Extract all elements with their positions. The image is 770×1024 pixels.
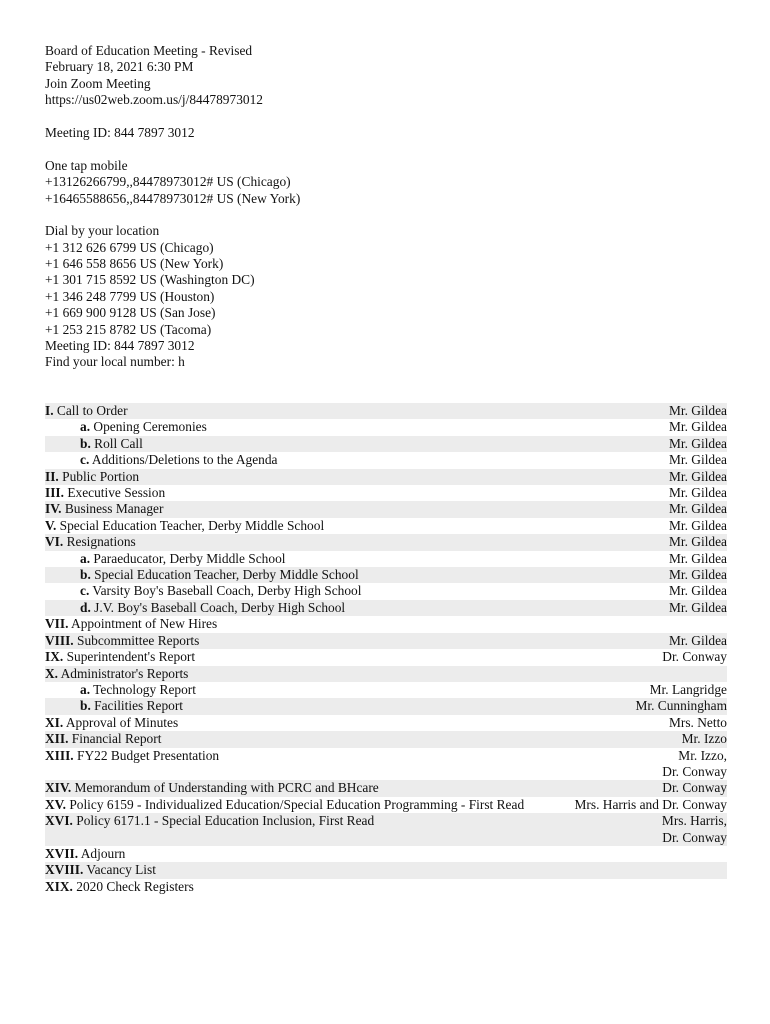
agenda-number: XIV.	[45, 780, 72, 796]
dial-label: Dial by your location	[45, 223, 160, 239]
agenda-item: Subcommittee Reports	[73, 632, 200, 648]
agenda-row	[45, 485, 727, 501]
agenda-item: Financial Report	[68, 731, 162, 747]
agenda-number: XI.	[45, 714, 64, 730]
one-tap-number[interactable]: +13126266799,,84478973012# US (Chicago)	[45, 174, 291, 190]
agenda-presenter	[647, 748, 727, 781]
agenda-row	[45, 567, 727, 583]
agenda-item: 2020 Check Registers	[72, 878, 194, 894]
local-number-link[interactable]: Find your local number: h	[45, 354, 185, 370]
agenda-number: XV.	[45, 796, 66, 812]
agenda-number: XVI.	[45, 813, 73, 829]
agenda-number: c.	[80, 583, 90, 599]
agenda-item: Varsity Boy's Baseball Coach, Derby High School	[89, 583, 362, 599]
agenda-row	[45, 731, 727, 747]
agenda-number: I.	[45, 403, 54, 418]
agenda-presenter: Mr. Gildea	[668, 419, 727, 435]
agenda-presenter: Mr. Gildea	[668, 501, 727, 517]
agenda-item: Appointment of New Hires	[68, 616, 218, 632]
agenda-number: a.	[80, 419, 91, 435]
agenda-row	[45, 698, 727, 714]
agenda-row	[45, 666, 727, 682]
agenda-item: Vacancy List	[83, 862, 156, 878]
agenda-item: Resignations	[63, 534, 136, 550]
agenda-presenter: Mrs. Harris and Dr. Conway	[574, 796, 727, 812]
agenda-item: Executive Session	[63, 485, 166, 501]
agenda-number: d.	[80, 599, 91, 615]
agenda-row	[45, 649, 727, 665]
agenda-number: b.	[80, 435, 91, 451]
meeting-header	[45, 43, 725, 371]
agenda-presenter: Mr. Gildea	[668, 550, 727, 566]
one-tap-label: One tap mobile	[45, 157, 128, 173]
meeting-datetime: February 18, 2021 6:30 PM	[45, 59, 194, 75]
meeting-id: Meeting ID: 844 7897 3012	[45, 124, 195, 140]
agenda-number: XII.	[45, 731, 69, 747]
agenda-row	[45, 862, 727, 878]
agenda-item: Opening Ceremonies	[90, 419, 207, 435]
meeting-title: Board of Education Meeting - Revised	[45, 43, 253, 58]
agenda-item: Special Education Teacher, Derby Middle School	[56, 517, 325, 533]
agenda-row	[45, 600, 727, 616]
agenda-item: Paraeducator, Derby Middle School	[90, 550, 286, 566]
agenda-number: IV.	[45, 501, 62, 517]
agenda-presenter	[647, 813, 727, 846]
agenda-presenter: Mr. Gildea	[668, 583, 727, 599]
agenda-number: VI.	[45, 534, 64, 550]
dial-number: +1 253 215 8782 US (Tacoma)	[45, 321, 212, 337]
presenter-line: Mrs. Harris,	[661, 813, 727, 829]
agenda-number: XVII.	[45, 845, 79, 861]
agenda-row	[45, 616, 727, 632]
agenda-row	[45, 583, 727, 599]
agenda-row	[45, 846, 727, 862]
agenda-row	[45, 551, 727, 567]
agenda-row	[45, 419, 727, 435]
agenda-presenter: Mr. Gildea	[668, 468, 727, 484]
agenda-row	[45, 879, 727, 895]
agenda-item: Technology Report	[90, 681, 196, 697]
agenda-number: X.	[45, 665, 59, 681]
agenda-number: b.	[80, 567, 91, 583]
agenda-presenter: Mr. Gildea	[668, 485, 727, 501]
agenda-item: Business Manager	[61, 501, 164, 517]
agenda-number: III.	[45, 485, 64, 501]
agenda-row	[45, 780, 727, 796]
agenda-number: a.	[80, 550, 91, 566]
presenter-line: Mr. Izzo,	[678, 747, 727, 763]
agenda-presenter: Mr. Gildea	[668, 567, 727, 583]
agenda-row	[45, 748, 727, 781]
agenda-row	[45, 797, 727, 813]
agenda-item: Special Education Teacher, Derby Middle School	[90, 567, 359, 583]
agenda-item: Call to Order	[53, 403, 128, 418]
agenda-row	[45, 633, 727, 649]
agenda-number: VIII.	[45, 632, 74, 648]
agenda-presenter: Mr. Izzo	[681, 731, 727, 747]
agenda-item: Superintendent's Report	[63, 649, 196, 665]
agenda-number: b.	[80, 698, 91, 714]
agenda-presenter: Dr. Conway	[662, 780, 727, 796]
meeting-id-repeat: Meeting ID: 844 7897 3012	[45, 338, 195, 354]
spacer	[45, 109, 725, 125]
agenda-presenter: Dr. Conway	[662, 649, 727, 665]
agenda-row	[45, 452, 727, 468]
agenda-number: XIX.	[45, 878, 73, 894]
agenda-row	[45, 469, 727, 485]
agenda-item: FY22 Budget Presentation	[73, 747, 220, 763]
spacer	[45, 141, 725, 157]
agenda-item: Roll Call	[90, 435, 143, 451]
dial-number: +1 301 715 8592 US (Washington DC)	[45, 272, 255, 288]
agenda-row	[45, 534, 727, 550]
agenda-presenter: Mr. Gildea	[668, 435, 727, 451]
agenda-row	[45, 682, 727, 698]
dial-number: +1 312 626 6799 US (Chicago)	[45, 239, 214, 255]
agenda-number: XVIII.	[45, 862, 84, 878]
agenda-number: XIII.	[45, 747, 74, 763]
agenda-presenter: Mr. Gildea	[668, 403, 727, 418]
zoom-link[interactable]: https://us02web.zoom.us/j/84478973012	[45, 92, 263, 108]
agenda-item: Facilities Report	[90, 698, 184, 714]
agenda-presenter: Mr. Gildea	[668, 599, 727, 615]
agenda-row	[45, 813, 727, 846]
agenda-presenter: Mr. Gildea	[668, 632, 727, 648]
spacer	[45, 207, 725, 223]
agenda-item: Additions/Deletions to the Agenda	[89, 452, 278, 468]
agenda-presenter: Mrs. Netto	[668, 714, 727, 730]
agenda-presenter: Mr. Langridge	[649, 681, 727, 697]
join-zoom-label: Join Zoom Meeting	[45, 75, 151, 91]
agenda-row	[45, 715, 727, 731]
agenda-table	[45, 403, 727, 895]
agenda-row	[45, 403, 727, 419]
agenda-number: c.	[80, 452, 90, 468]
agenda-item: Policy 6159 - Individualized Education/Special Education Programming - First Read	[65, 796, 525, 812]
agenda-presenter: Mr. Cunningham	[635, 698, 727, 714]
agenda-item: J.V. Boy's Baseball Coach, Derby High School	[90, 599, 346, 615]
agenda-item: Memorandum of Understanding with PCRC and BHcare	[71, 780, 379, 796]
agenda-number: V.	[45, 517, 57, 533]
agenda-item: Policy 6171.1 - Special Education Inclusion, First Read	[72, 813, 375, 829]
agenda-item: Adjourn	[78, 845, 126, 861]
agenda-presenter: Mr. Gildea	[668, 517, 727, 533]
agenda-number: a.	[80, 681, 91, 697]
presenter-line: Dr. Conway	[662, 829, 727, 845]
dial-number: +1 646 558 8656 US (New York)	[45, 256, 224, 272]
dial-number: +1 669 900 9128 US (San Jose)	[45, 305, 216, 321]
agenda-row	[45, 518, 727, 534]
agenda-item: Public Portion	[58, 468, 140, 484]
agenda-row	[45, 501, 727, 517]
agenda-presenter: Mr. Gildea	[668, 452, 727, 468]
dial-number: +1 346 248 7799 US (Houston)	[45, 288, 215, 304]
one-tap-number[interactable]: +16465588656,,84478973012# US (New York)	[45, 190, 301, 206]
agenda-number: VII.	[45, 616, 69, 632]
presenter-line: Dr. Conway	[662, 763, 727, 779]
agenda-item: Approval of Minutes	[63, 714, 179, 730]
agenda-number: II.	[45, 468, 59, 484]
agenda-presenter: Mr. Gildea	[668, 534, 727, 550]
agenda-number: IX.	[45, 649, 64, 665]
agenda-row	[45, 436, 727, 452]
agenda-item: Administrator's Reports	[58, 665, 189, 681]
